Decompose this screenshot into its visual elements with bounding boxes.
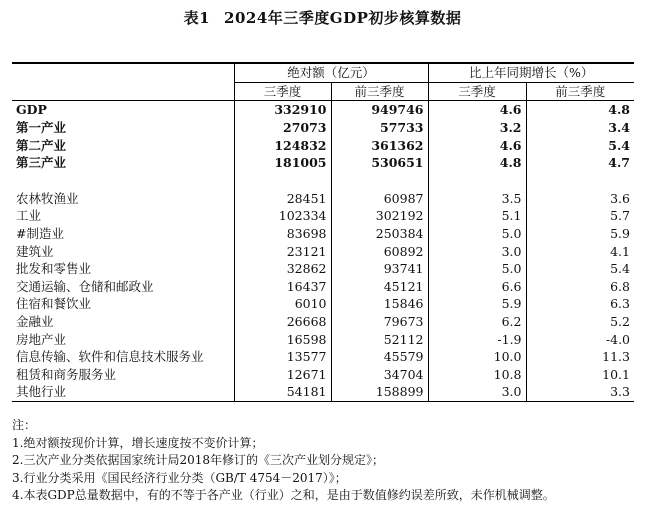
header-absolute-value: 绝对额（亿元）: [234, 63, 428, 82]
cell-q3-value: 124832: [234, 136, 331, 154]
row-name: 第一产业: [16, 120, 67, 136]
header-q3-growth: 三季度: [428, 82, 526, 101]
row-name: 建筑业: [16, 243, 54, 259]
cell-q3-value: 23121: [234, 242, 331, 260]
row-name: 工业: [16, 208, 42, 224]
row-name: 第三产业: [16, 155, 67, 171]
header-row-periods: [12, 82, 634, 101]
row-name: 交通运输、仓储和邮政业: [16, 278, 154, 294]
notes: [12, 417, 637, 505]
cell-ytd-value: 15846: [331, 295, 428, 313]
cell-q3-growth: 6.2: [428, 313, 526, 331]
cell-q3-value: 27073: [234, 119, 331, 137]
cell-ytd-value: 79673: [331, 313, 428, 331]
table-row: [12, 225, 634, 243]
cell-q3-growth: 5.9: [428, 295, 526, 313]
header-row-groups: [12, 63, 634, 82]
cell-ytd-growth: -4.0: [526, 330, 634, 348]
header-ytd-abs: 前三季度: [331, 82, 428, 101]
header-blank: [12, 63, 234, 82]
cell-ytd-growth: 3.4: [526, 119, 634, 137]
cell-q3-value: 13577: [234, 348, 331, 366]
cell-q3-growth: 10.0: [428, 348, 526, 366]
cell-ytd-growth: 10.1: [526, 366, 634, 384]
table-row: [12, 119, 634, 137]
row-name: 农林牧渔业: [16, 190, 79, 206]
cell-ytd-value: 52112: [331, 330, 428, 348]
gdp-table: [12, 62, 634, 402]
table-row: [12, 366, 634, 384]
cell-ytd-value: 60987: [331, 190, 428, 208]
header-growth: 比上年同期增长（%）: [428, 63, 634, 82]
cell-ytd-value: 34704: [331, 366, 428, 384]
cell-q3-value: 32862: [234, 260, 331, 278]
cell-q3-growth: 10.8: [428, 366, 526, 384]
cell-ytd-growth: 4.1: [526, 242, 634, 260]
note-2: 2.三次产业分类依据国家统计局2018年修订的《三次产业划分规定》；: [12, 453, 384, 467]
table-number: 表1: [183, 9, 211, 27]
cell-ytd-value: 45121: [331, 278, 428, 296]
cell-q3-value: 6010: [234, 295, 331, 313]
cell-q3-growth: 4.6: [428, 136, 526, 154]
cell-ytd-growth: 3.6: [526, 190, 634, 208]
table-row: [12, 348, 634, 366]
cell-ytd-growth: 4.8: [526, 101, 634, 119]
row-name: 房地产业: [16, 331, 67, 347]
row-name: 信息传输、软件和信息技术服务业: [16, 349, 204, 365]
spacer-row: [12, 172, 634, 190]
cell-q3-value: 332910: [234, 101, 331, 119]
cell-q3-growth: 3.0: [428, 242, 526, 260]
table-row: [12, 190, 634, 208]
cell-q3-growth: 5.0: [428, 260, 526, 278]
cell-ytd-value: 57733: [331, 119, 428, 137]
cell-ytd-value: 361362: [331, 136, 428, 154]
cell-q3-value: 28451: [234, 190, 331, 208]
cell-q3-value: 26668: [234, 313, 331, 331]
cell-q3-value: 54181: [234, 383, 331, 401]
cell-ytd-value: 302192: [331, 207, 428, 225]
table-row: [12, 330, 634, 348]
cell-ytd-value: 949746: [331, 101, 428, 119]
notes-heading: 注：: [12, 418, 37, 432]
cell-q3-value: 83698: [234, 225, 331, 243]
cell-q3-value: 181005: [234, 154, 331, 172]
table-row: [12, 383, 634, 401]
table-body: [12, 101, 634, 402]
row-name: 批发和零售业: [16, 261, 92, 277]
cell-ytd-growth: 4.7: [526, 154, 634, 172]
table-title: 2024年三季度GDP初步核算数据: [224, 9, 462, 27]
row-name: 住宿和餐饮业: [16, 296, 92, 312]
cell-q3-growth: 3.2: [428, 119, 526, 137]
cell-q3-value: 102334: [234, 207, 331, 225]
cell-ytd-value: 45579: [331, 348, 428, 366]
cell-ytd-value: 158899: [331, 383, 428, 401]
cell-ytd-growth: 5.7: [526, 207, 634, 225]
note-3: 3.行业分类采用《国民经济行业分类（GB/T 4754－2017）》；: [12, 470, 347, 485]
row-name: #制造业: [16, 226, 64, 242]
row-name: GDP: [16, 102, 47, 118]
cell-q3-growth: 6.6: [428, 278, 526, 296]
cell-q3-growth: 3.5: [428, 190, 526, 208]
page-title: [0, 7, 645, 28]
cell-ytd-value: 60892: [331, 242, 428, 260]
cell-ytd-growth: 5.4: [526, 260, 634, 278]
table-row: [12, 101, 634, 119]
cell-q3-growth: 5.0: [428, 225, 526, 243]
cell-q3-growth: 4.6: [428, 101, 526, 119]
cell-ytd-value: 93741: [331, 260, 428, 278]
row-name: 第二产业: [16, 137, 67, 153]
table-row: [12, 278, 634, 296]
cell-q3-value: 16598: [234, 330, 331, 348]
note-4: 4.本表GDP总量数据中，有的不等于各产业（行业）之和，是由于数值修约误差所致，未作机械调整。: [12, 488, 555, 502]
cell-ytd-growth: 5.2: [526, 313, 634, 331]
header-q3-abs: 三季度: [234, 82, 331, 101]
row-name: 其他行业: [12, 383, 234, 401]
row-name: 租赁和商务服务业: [16, 366, 117, 382]
table-row: [12, 207, 634, 225]
cell-ytd-growth: 11.3: [526, 348, 634, 366]
cell-q3-growth: 4.8: [428, 154, 526, 172]
note-1: 1.绝对额按现价计算，增长速度按不变价计算；: [12, 435, 264, 450]
cell-q3-growth: 5.1: [428, 207, 526, 225]
cell-q3-growth: 3.0: [428, 383, 526, 401]
cell-ytd-growth: 3.3: [526, 383, 634, 401]
table-row: [12, 242, 634, 260]
cell-q3-growth: -1.9: [428, 330, 526, 348]
cell-ytd-growth: 6.3: [526, 295, 634, 313]
cell-q3-value: 12671: [234, 366, 331, 384]
cell-ytd-value: 250384: [331, 225, 428, 243]
table-row: [12, 313, 634, 331]
cell-q3-value: 16437: [234, 278, 331, 296]
cell-ytd-growth: 5.4: [526, 136, 634, 154]
cell-ytd-value: 530651: [331, 154, 428, 172]
table-row: [12, 154, 634, 172]
table-row: [12, 295, 634, 313]
header-blank: [12, 82, 234, 101]
cell-ytd-growth: 5.9: [526, 225, 634, 243]
row-name: 金融业: [16, 314, 54, 330]
cell-ytd-growth: 6.8: [526, 278, 634, 296]
table-row: [12, 136, 634, 154]
table-row: [12, 260, 634, 278]
header-ytd-growth: 前三季度: [526, 82, 634, 101]
